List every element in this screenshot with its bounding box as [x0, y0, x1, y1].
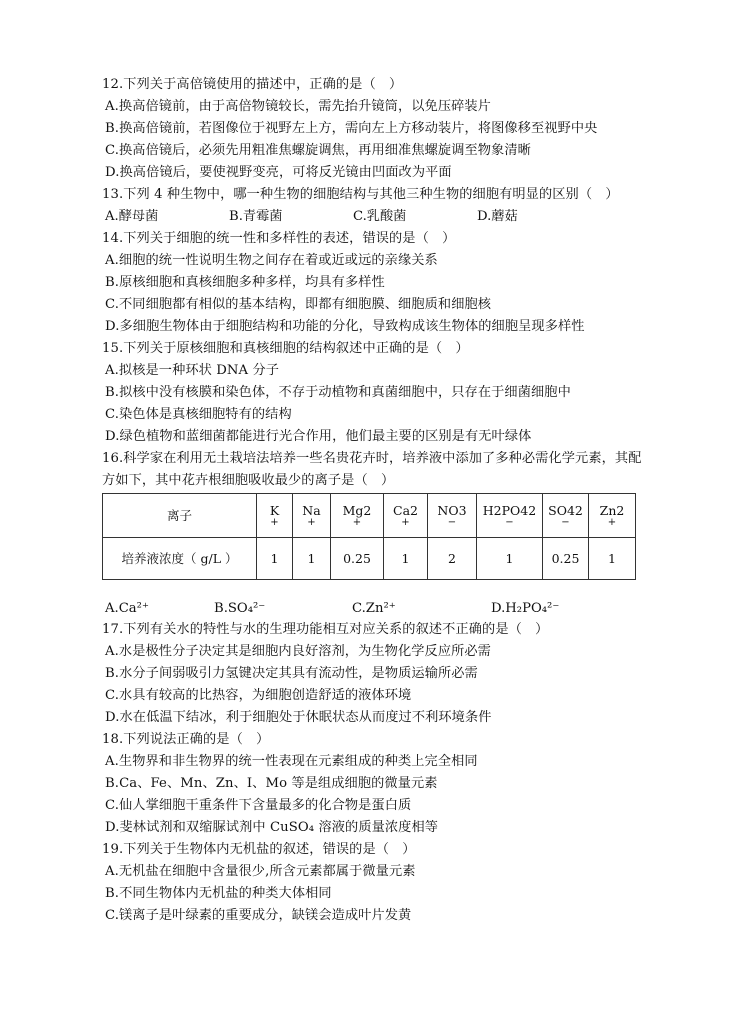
ion-charge: +: [401, 516, 410, 528]
ion-symbol: NO3: [437, 502, 467, 518]
question-14-option-a: A.细胞的统一性说明生物之间存在着或近或远的亲缘关系: [105, 253, 438, 268]
ion-cell-na: [293, 494, 331, 538]
table-value-label: 培养液浓度（ g/L ）: [103, 538, 257, 580]
question-14-option-c: C.不同细胞都有相似的基本结构，即都有细胞膜、细胞质和细胞核: [105, 297, 492, 312]
table-cell: 1: [589, 538, 636, 580]
question-18-option-c: C.仙人掌细胞干重条件下含量最多的化合物是蛋白质: [105, 798, 412, 813]
question-15-stem: 15.下列关于原核细胞和真核细胞的结构叙述中正确的是（ ）: [102, 341, 469, 356]
question-19-option-a: A.无机盐在细胞中含量很少,所含元素都属于微量元素: [105, 864, 416, 879]
question-12-stem: 12.下列关于高倍镜使用的描述中，正确的是（ ）: [102, 77, 403, 92]
ion-cell-k: [257, 494, 293, 538]
table-cell: 1: [257, 538, 293, 580]
table-cell: 0.25: [543, 538, 589, 580]
question-17-stem: 17.下列有关水的特性与水的生理功能相互对应关系的叙述不正确的是（ ）: [102, 622, 549, 637]
ion-charge: +: [307, 516, 316, 528]
ion-symbol: SO42: [548, 502, 583, 518]
ion-cell-h2po4: [477, 494, 543, 538]
question-15-option-b: B.拟核中没有核膜和染色体，不存于动植物和真菌细胞中，只存在于细菌细胞中: [105, 385, 571, 400]
ion-cell-ca: [384, 494, 428, 538]
ion-symbol: K: [269, 502, 280, 518]
ion-charge: +: [270, 516, 279, 528]
question-16-stem-line-1: 16.科学家在利用无土栽培法培养一些名贵花卉时，培养液中添加了多种必需化学元素，其配: [102, 451, 642, 466]
table-cell: 0.25: [331, 538, 384, 580]
question-18-option-a: A.生物界和非生物界的统一性表现在元素组成的种类上完全相同: [105, 754, 478, 769]
question-17-option-c: C.水具有较高的比热容，为细胞创造舒适的液体环境: [105, 688, 412, 703]
question-12-option-b: B.换高倍镜前，若图像位于视野左上方，需向左上方移动装片，将图像移至视野中央: [105, 121, 598, 136]
question-18-option-b: B.Ca、Fe、Mn、Zn、I、Mo 等是组成细胞的微量元素: [105, 776, 438, 791]
ion-symbol: Ca2: [393, 502, 418, 518]
question-19-stem: 19.下列关于生物体内无机盐的叙述，错误的是（ ）: [102, 842, 416, 857]
table-cell: 2: [428, 538, 477, 580]
question-18-stem: 18.下列说法正确的是（ ）: [102, 732, 270, 747]
ion-charge: −: [447, 516, 457, 528]
question-19-option-b: B.不同生物体内无机盐的种类大体相同: [105, 886, 332, 901]
table-header-row: [103, 494, 636, 538]
table-value-row: [103, 538, 636, 580]
table-cell: 1: [384, 538, 428, 580]
ion-cell-mg: [331, 494, 384, 538]
question-17-option-d: D.水在低温下结冰，利于细胞处于休眠状态从而度过不利环境条件: [105, 710, 492, 725]
table-cell: 1: [477, 538, 543, 580]
question-12-option-c: C.换高倍镜后，必须先用粗准焦螺旋调焦，再用细准焦螺旋调至物象清晰: [105, 143, 531, 158]
question-14-option-d: D.多细胞生物体由于细胞结构和功能的分化，导致构成该生物体的细胞呈现多样性: [105, 319, 585, 334]
ion-concentration-table: [102, 493, 636, 580]
ion-cell-zn: [589, 494, 636, 538]
question-15-option-a: A.拟核是一种环状 DNA 分子: [105, 363, 280, 378]
question-17-option-a: A.水是极性分子决定其是细胞内良好溶剂，为生物化学反应所必需: [105, 644, 491, 659]
ion-charge: +: [352, 516, 362, 528]
question-13-stem: 13.下列 4 种生物中，哪一种生物的细胞结构与其他三种生物的细胞有明显的区别（ ）: [102, 187, 619, 202]
ion-cell-no3: [428, 494, 477, 538]
question-12-option-d: D.换高倍镜后，要使视野变亮，可将反光镜由凹面改为平面: [105, 165, 452, 180]
question-16-option-d: D.H₂PO₄²⁻: [491, 601, 560, 616]
question-14-option-b: B.原核细胞和真核细胞多种多样，均具有多样性: [105, 275, 385, 290]
ion-symbol: Mg2: [342, 502, 372, 518]
ion-charge: +: [607, 516, 617, 528]
table-header-label: 离子: [103, 494, 257, 538]
question-19-option-c: C.镁离子是叶绿素的重要成分，缺镁会造成叶片发黄: [105, 908, 412, 923]
ion-charge: −: [505, 516, 514, 528]
ion-symbol: H2PO42: [482, 502, 537, 518]
question-16-option-c: C.Zn²⁺: [352, 601, 396, 616]
question-16-option-a: A.Ca²⁺: [105, 601, 149, 616]
question-15-option-d: D.绿色植物和蓝细菌都能进行光合作用，他们最主要的区别是有无叶绿体: [105, 429, 532, 444]
ion-charge: −: [561, 516, 570, 528]
question-16-stem-line-2: 方如下，其中花卉根细胞吸收最少的离子是（ ）: [102, 473, 395, 488]
question-13-option-d: D.蘑菇: [477, 209, 518, 224]
question-15-option-c: C.染色体是真核细胞特有的结构: [105, 407, 292, 422]
question-13-option-b: B.青霉菌: [229, 209, 283, 224]
ion-symbol: Na: [302, 502, 321, 518]
question-13-option-a: A.酵母菌: [105, 209, 159, 224]
ion-symbol: Zn2: [599, 502, 625, 518]
question-18-option-d: D.斐林试剂和双缩脲试剂中 CuSO₄ 溶液的质量浓度相等: [105, 820, 439, 835]
ion-cell-so4: [543, 494, 589, 538]
question-12-option-a: A.换高倍镜前，由于高倍物镜较长，需先抬升镜筒，以免压碎装片: [105, 99, 491, 114]
question-17-option-b: B.水分子间弱吸引力氢键决定其具有流动性，是物质运输所必需: [105, 666, 478, 681]
question-14-stem: 14.下列关于细胞的统一性和多样性的表述，错误的是（ ）: [102, 231, 456, 246]
question-13-option-c: C.乳酸菌: [353, 209, 407, 224]
table-cell: 1: [293, 538, 331, 580]
question-16-option-b: B.SO₄²⁻: [214, 601, 266, 616]
